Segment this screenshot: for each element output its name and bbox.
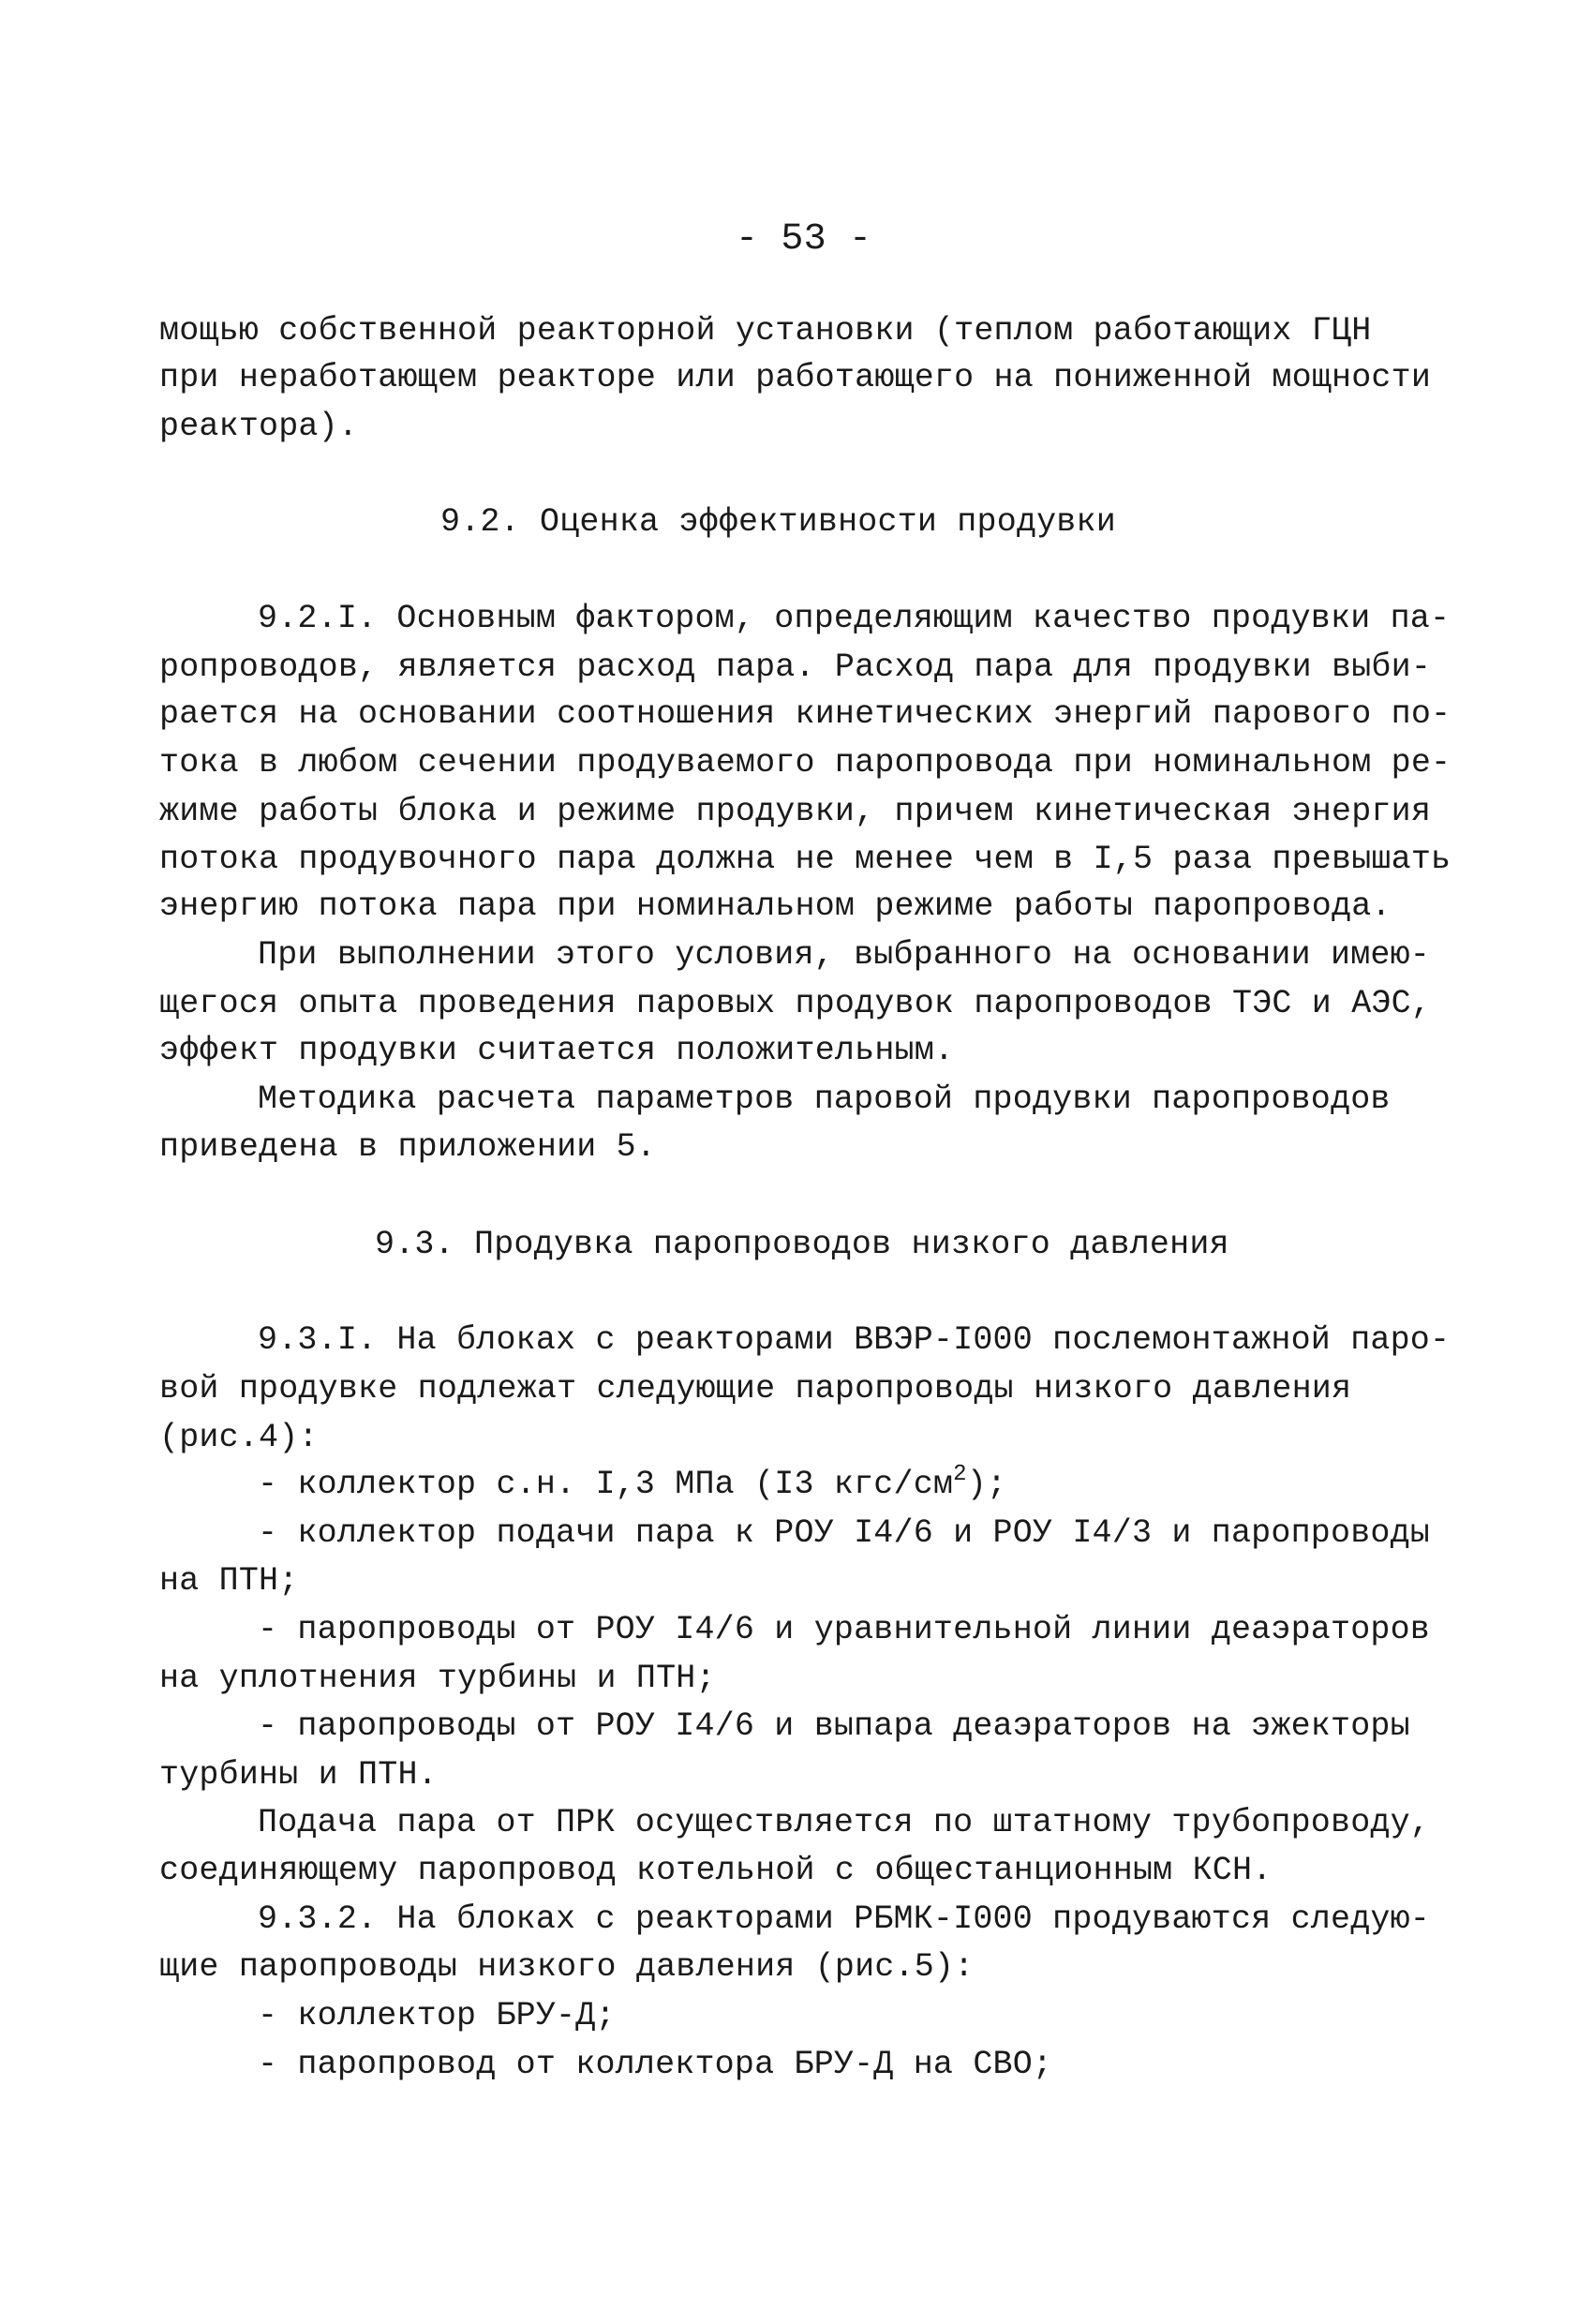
text-line: 9.3.I. На блоках с реакторами ВВЭР-I000 послемонтажной паро- <box>258 1321 1451 1359</box>
text-line: ропроводов, является расход пара. Расход пара для продувки выби- <box>159 648 1432 686</box>
list-item-text: - коллектор с.н. I,3 МПа (I3 кгс/см <box>258 1466 954 1503</box>
text-line: соединяющему паропровод котельной с общестанционным КСН. <box>159 1852 1273 1889</box>
section-heading: 9.3. Продувка паропроводов низкого давления <box>375 1226 1229 1263</box>
list-item: - паропроводы от РОУ I4/6 и выпара деаэраторов на эжекторы <box>258 1707 1410 1745</box>
text-line: (рис.4): <box>159 1419 319 1456</box>
text-line: на ПТН; <box>159 1562 299 1600</box>
text-line: на уплотнения турбины и ПТН; <box>159 1660 716 1697</box>
page-number: - 53 - <box>736 218 872 261</box>
text-line: реактора). <box>159 408 359 445</box>
section-heading: 9.2. Оценка эффективности продувки <box>440 503 1116 541</box>
text-line: потока продувочного пара должна не менее чем в I,5 раза превышать <box>159 841 1452 878</box>
list-item: - паропроводы от РОУ I4/6 и уравнительной линии деаэраторов <box>258 1611 1431 1648</box>
text-line: При выполнении этого условия, выбранного на основании имею- <box>258 936 1431 974</box>
list-item-tail: ); <box>966 1466 1007 1503</box>
text-line: 9.2.I. Основным фактором, определяющим качество продувки па- <box>258 600 1451 637</box>
text-line: мощью собственной реакторной установки (теплом работающих ГЦН <box>159 312 1372 350</box>
list-item <box>258 1462 1007 1503</box>
text-line: 9.3.2. На блоках с реакторами РБМК-I000 продуваются следую- <box>258 1900 1431 1938</box>
text-line: жиме работы блока и режиме продувки, причем кинетическая энергия <box>159 793 1432 830</box>
text-line: Методика расчета параметров паровой продувки паропроводов <box>258 1080 1391 1118</box>
text-line: тока в любом сечении продуваемого паропровода при номинальном ре- <box>159 744 1452 782</box>
text-line: щие паропроводы низкого давления (рис.5): <box>159 1948 975 1986</box>
text-line: турбины и ПТН. <box>159 1756 438 1794</box>
list-item: - коллектор подачи пара к РОУ I4/6 и РОУ I4/3 и паропроводы <box>258 1514 1431 1552</box>
list-item: - паропровод от коллектора БРУ-Д на СВО; <box>258 2046 1053 2083</box>
text-line: рается на основании соотношения кинетических энергий парового по- <box>159 695 1452 733</box>
superscript: 2 <box>953 1462 967 1487</box>
text-line: вой продувке подлежат следующие паропроводы низкого давления <box>159 1370 1352 1408</box>
text-line: щегося опыта проведения паровых продувок паропроводов ТЭС и АЭС, <box>159 985 1432 1022</box>
text-line: приведена в приложении 5. <box>159 1128 657 1166</box>
list-item: - коллектор БРУ-Д; <box>258 1997 616 2034</box>
text-line: Подача пара от ПРК осуществляется по штатному трубопроводу, <box>258 1804 1431 1841</box>
text-line: при неработающем реакторе или работающего на пониженной мощности <box>159 359 1432 396</box>
text-line: энергию потока пара при номинальном режиме работы паропровода. <box>159 887 1392 925</box>
text-line: эффект продувки считается положительным. <box>159 1032 955 1069</box>
